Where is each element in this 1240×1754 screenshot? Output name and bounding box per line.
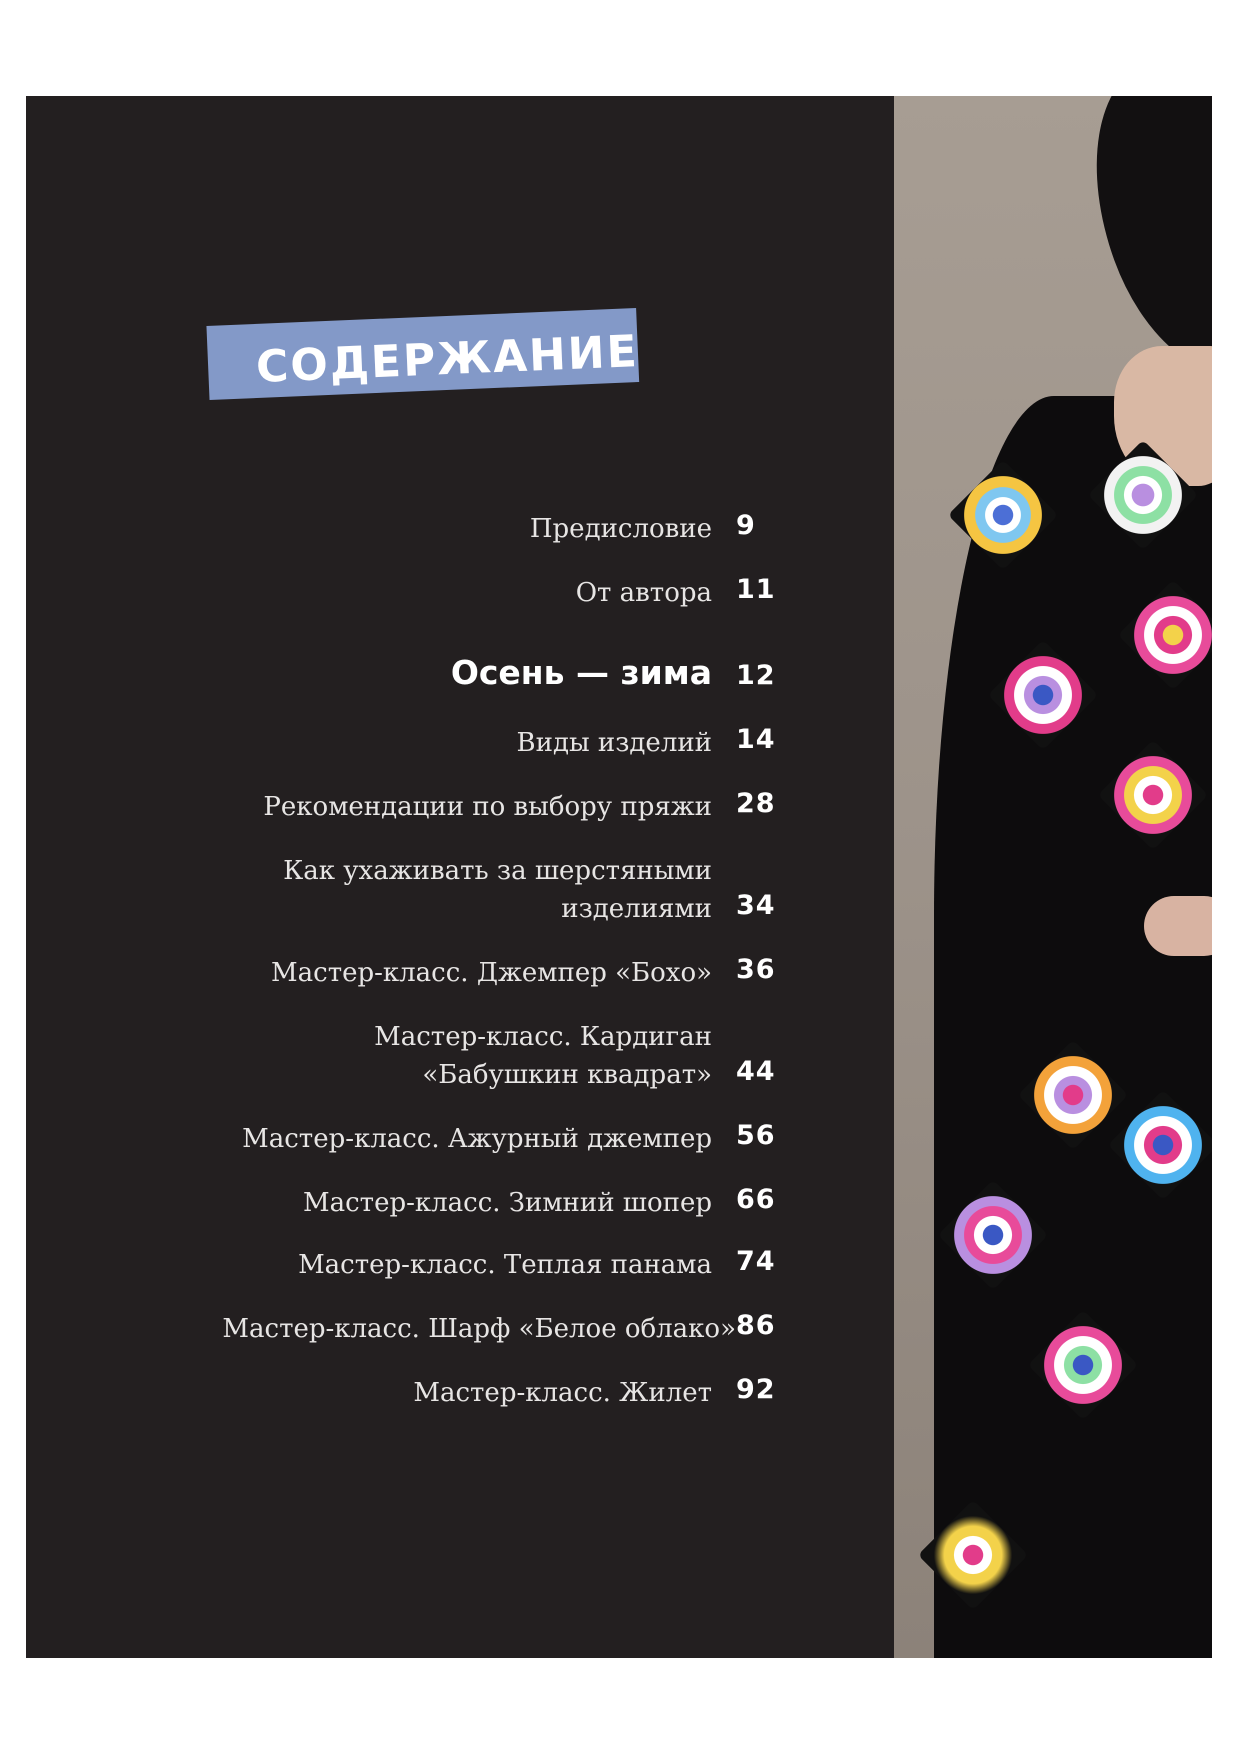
toc-entry-title: Предисловие [529, 514, 712, 544]
page-panel [26, 96, 1212, 1658]
toc-entry-page: 66 [736, 1184, 776, 1215]
toc-entry-title: Мастер-класс. Джемпер «Бохо» [271, 958, 712, 988]
toc-entry-page: 36 [736, 954, 776, 985]
toc-entry-title: Рекомендации по выбору пряжи [263, 792, 712, 822]
cardigan-photo [894, 96, 1212, 1658]
page-title: СОДЕРЖАНИЕ [255, 326, 640, 393]
toc-entry-page: 86 [736, 1310, 776, 1341]
toc-entry-title: Мастер-класс. Жилет [413, 1378, 712, 1408]
toc-entry-title-line-1: Мастер-класс. Кардиган [374, 1022, 712, 1052]
toc-entry-page: 12 [736, 660, 776, 691]
toc-entry-title: Мастер-класс. Зимний шопер [303, 1188, 712, 1218]
toc-section-title: Осень — зима [450, 653, 712, 692]
toc-entry-page: 44 [736, 1056, 776, 1087]
toc-entry-title: Мастер-класс. Теплая панама [298, 1250, 712, 1280]
hand-shape [1144, 896, 1212, 956]
toc-entry-page: 11 [736, 574, 776, 605]
toc-entry-page: 28 [736, 788, 776, 819]
toc-entry-title-line-2: «Бабушкин квадрат» [422, 1060, 712, 1090]
toc-entry-page: 92 [736, 1374, 776, 1405]
toc-entry-title: От автора [575, 578, 712, 608]
toc-entry-title: Мастер-класс. Шарф «Белое облако» [222, 1314, 736, 1344]
toc-entry-page: 9 [736, 510, 756, 541]
toc-entry-title: Мастер-класс. Ажурный джемпер [242, 1124, 712, 1154]
toc-entry-page: 74 [736, 1246, 776, 1277]
toc-entry-title-line-2: изделиями [561, 894, 712, 924]
toc-entry-page: 14 [736, 724, 776, 755]
toc-entry-page: 56 [736, 1120, 776, 1151]
toc-entry-page: 34 [736, 890, 776, 921]
toc-entry-title: Виды изделий [516, 728, 712, 758]
table-of-contents [26, 96, 896, 1658]
toc-entry-title-line-1: Как ухаживать за шерстяными [283, 856, 712, 886]
